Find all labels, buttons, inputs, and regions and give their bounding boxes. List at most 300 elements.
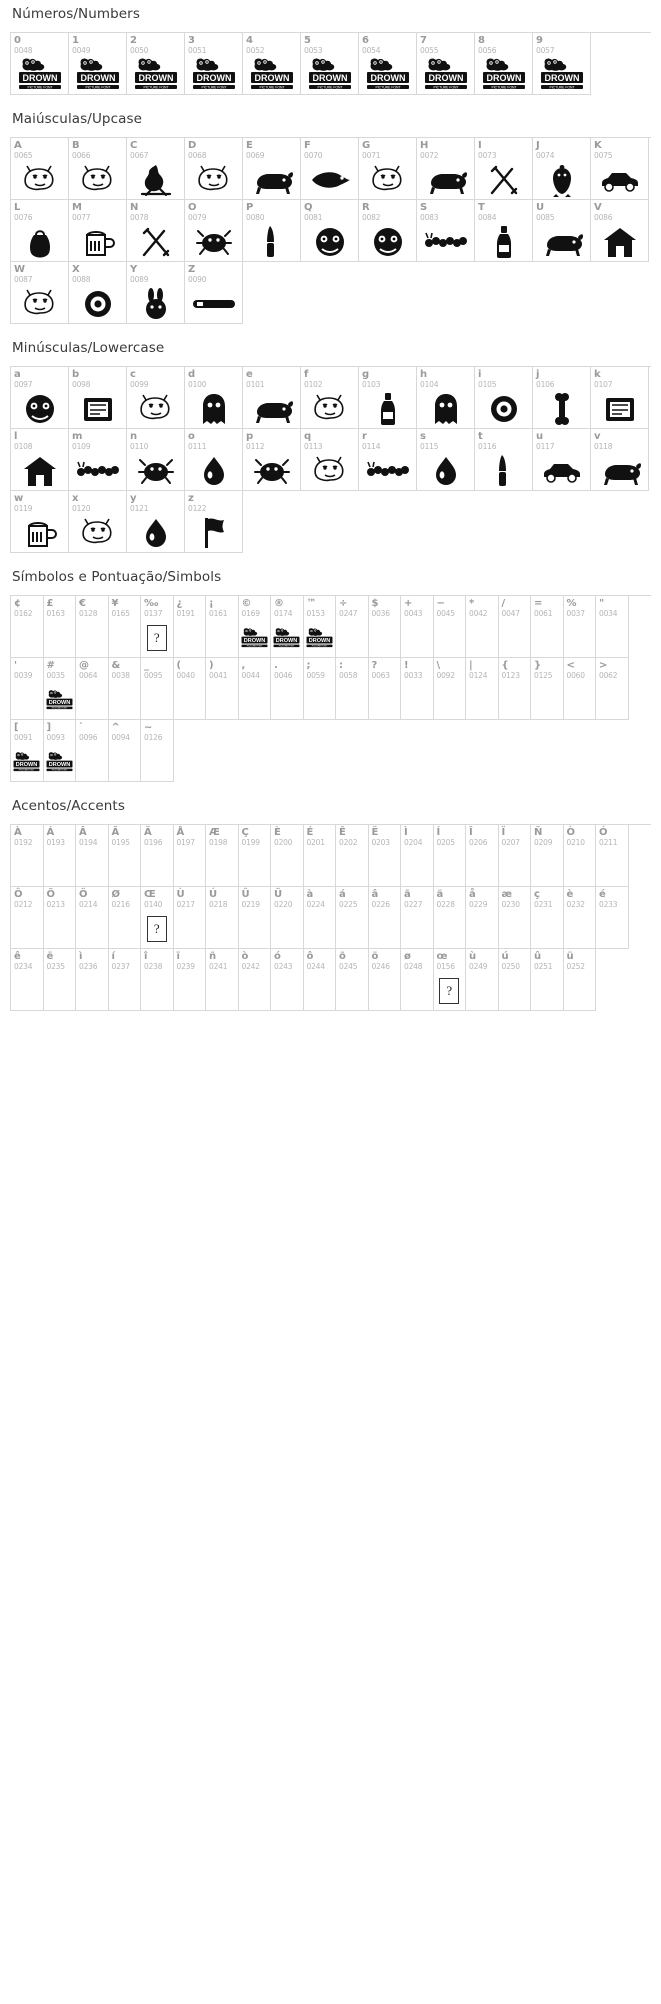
- glyph-cell[interactable]: [369, 658, 402, 720]
- glyph-preview: [564, 618, 596, 658]
- glyph-char-label: \: [436, 660, 441, 671]
- glyph-cell[interactable]: [401, 596, 434, 658]
- glyph-cell[interactable]: [475, 33, 533, 95]
- glyph-char-label: Â: [79, 827, 87, 838]
- glyph-code-label: 0082: [362, 213, 381, 222]
- glyph-cell[interactable]: [417, 200, 475, 262]
- glyph-char-label: d: [188, 369, 196, 380]
- glyph-cell[interactable]: [185, 33, 243, 95]
- glyph-preview: [11, 284, 68, 324]
- glyph-preview: [531, 847, 563, 887]
- glyph-cell[interactable]: [109, 887, 142, 949]
- glyph-cell[interactable]: [11, 429, 69, 491]
- glyph-cell[interactable]: [475, 367, 533, 429]
- svg-text:PICTURE FONT: PICTURE FONT: [246, 645, 262, 648]
- glyph-cell[interactable]: [141, 596, 174, 658]
- glyph-code-label: 0211: [599, 838, 618, 847]
- glyph-char-label: L: [14, 202, 21, 213]
- glyph-cell[interactable]: [531, 949, 564, 1011]
- glyph-cell[interactable]: [11, 200, 69, 262]
- glyph-char-label: 5: [304, 35, 311, 46]
- glyph-code-label: 0116: [478, 442, 497, 451]
- glyph-cell[interactable]: [466, 949, 499, 1011]
- fire-icon: [137, 163, 175, 197]
- glyph-cell[interactable]: [76, 949, 109, 1011]
- glyph-cell[interactable]: [336, 887, 369, 949]
- glyph-code-label: 0067: [130, 151, 149, 160]
- glyph-cell[interactable]: [44, 949, 77, 1011]
- glyph-cell[interactable]: [591, 429, 649, 491]
- glyph-code-label: 0066: [72, 151, 91, 160]
- glyph-cell[interactable]: [401, 887, 434, 949]
- glyph-cell[interactable]: [336, 949, 369, 1011]
- logo-icon: [191, 58, 237, 92]
- glyph-code-label: 0140: [144, 900, 163, 909]
- glyph-preview: [271, 847, 303, 887]
- glyph-char-label: ¿: [176, 598, 183, 609]
- glyph-cell[interactable]: [239, 949, 272, 1011]
- glyph-cell[interactable]: [44, 596, 77, 658]
- glyph-cell[interactable]: [434, 949, 467, 1011]
- glyph-preview: [11, 160, 68, 200]
- glyph-cell[interactable]: [206, 825, 239, 887]
- glyph-cell[interactable]: [11, 33, 69, 95]
- glyph-code-label: 0212: [14, 900, 33, 909]
- glyph-cell[interactable]: [109, 596, 142, 658]
- glyph-cell[interactable]: [243, 429, 301, 491]
- glyph-cell[interactable]: [239, 596, 272, 658]
- glyph-cell[interactable]: [301, 138, 359, 200]
- glyph-preview: [185, 389, 242, 429]
- glyph-cell[interactable]: [271, 596, 304, 658]
- tube-icon: [191, 296, 237, 312]
- creature-icon: [310, 454, 350, 488]
- glyph-cell[interactable]: [466, 658, 499, 720]
- glyph-cell[interactable]: [243, 138, 301, 200]
- glyph-preview: [127, 513, 184, 553]
- glyph-char-label: Æ: [209, 827, 220, 838]
- glyph-code-label: 0046: [274, 671, 293, 680]
- glyph-char-label: é: [599, 889, 606, 900]
- glyph-cell[interactable]: [11, 825, 44, 887]
- glyph-cell[interactable]: [301, 367, 359, 429]
- glyph-preview: [44, 847, 76, 887]
- logo-icon: [423, 58, 469, 92]
- glyph-cell[interactable]: [591, 200, 649, 262]
- glyph-cell[interactable]: [76, 825, 109, 887]
- glyph-preview: [533, 55, 590, 95]
- glyph-cell[interactable]: [531, 825, 564, 887]
- mug-icon: [81, 225, 115, 259]
- glyph-cell[interactable]: [417, 429, 475, 491]
- glyph-cell[interactable]: [533, 200, 591, 262]
- glyph-cell[interactable]: [243, 33, 301, 95]
- glyph-cell[interactable]: [174, 658, 207, 720]
- worm-icon: [424, 231, 468, 253]
- glyph-char-label: _: [144, 660, 149, 671]
- glyph-cell[interactable]: [417, 138, 475, 200]
- glyph-cell[interactable]: [304, 949, 337, 1011]
- glyph-char-label: [: [14, 722, 19, 733]
- glyph-cell[interactable]: [434, 887, 467, 949]
- glyph-preview: [336, 680, 368, 720]
- glyph-preview: [301, 55, 358, 95]
- glyph-code-label: 0101: [246, 380, 265, 389]
- glyph-char-label: 4: [246, 35, 253, 46]
- glyph-char-label: K: [594, 140, 602, 151]
- glyph-char-label: V: [594, 202, 602, 213]
- glyph-cell[interactable]: [11, 138, 69, 200]
- glyph-code-label: 0054: [362, 46, 381, 55]
- glyph-cell[interactable]: [466, 825, 499, 887]
- glyph-preview: [109, 909, 141, 949]
- glyph-cell[interactable]: [596, 887, 629, 949]
- glyph-code-label: 0045: [436, 609, 455, 618]
- glyph-cell[interactable]: [533, 367, 591, 429]
- glyph-cell[interactable]: [239, 887, 272, 949]
- glyph-cell[interactable]: [206, 949, 239, 1011]
- glyph-cell[interactable]: [301, 200, 359, 262]
- glyph-cell[interactable]: [76, 720, 109, 782]
- glyph-preview: [44, 742, 76, 782]
- glyph-cell[interactable]: [499, 825, 532, 887]
- glyph-preview: [11, 909, 43, 949]
- glyph-cell[interactable]: [304, 658, 337, 720]
- glyph-cell[interactable]: [499, 658, 532, 720]
- glyph-char-label: ^: [111, 722, 120, 733]
- glyph-char-label: í: [111, 951, 115, 962]
- glyph-cell[interactable]: [417, 367, 475, 429]
- glyph-preview: [359, 389, 416, 429]
- glyph-code-label: 0108: [14, 442, 33, 451]
- glyph-code-label: 0137: [144, 609, 163, 618]
- glyph-code-label: 0106: [536, 380, 555, 389]
- glyph-cell[interactable]: [185, 491, 243, 553]
- glyph-cell[interactable]: [44, 825, 77, 887]
- glyph-cell[interactable]: [434, 825, 467, 887]
- glyph-preview: [499, 618, 531, 658]
- glyph-preview: [499, 909, 531, 949]
- glyph-char-label: Y: [130, 264, 138, 275]
- glyph-cell[interactable]: [141, 658, 174, 720]
- glyph-cell[interactable]: [109, 720, 142, 782]
- glyph-cell[interactable]: [336, 825, 369, 887]
- glyph-preview: [109, 680, 141, 720]
- glyph-cell[interactable]: [69, 200, 127, 262]
- glyph-cell[interactable]: [206, 658, 239, 720]
- glyph-char-label: ç: [534, 889, 540, 900]
- glyph-cell[interactable]: [336, 658, 369, 720]
- logo-icon: [481, 58, 527, 92]
- glyph-code-label: 0213: [46, 900, 65, 909]
- glyph-cell[interactable]: [531, 658, 564, 720]
- glyph-char-label: ï: [176, 951, 180, 962]
- glyph-code-label: 0123: [501, 671, 520, 680]
- svg-text:DROWN: DROWN: [80, 73, 115, 83]
- glyph-cell[interactable]: [11, 720, 44, 782]
- glyph-cell[interactable]: [206, 887, 239, 949]
- glyph-cell[interactable]: [185, 429, 243, 491]
- glyph-preview: [44, 909, 76, 949]
- glyph-code-label: 0048: [14, 46, 33, 55]
- glyph-cell[interactable]: [185, 200, 243, 262]
- svg-text:DROWN: DROWN: [48, 699, 71, 706]
- glyph-preview: [127, 389, 184, 429]
- glyph-code-label: 0081: [304, 213, 323, 222]
- glyph-cell[interactable]: [109, 825, 142, 887]
- glyph-char-label: Œ: [144, 889, 156, 900]
- glyph-code-label: 0038: [111, 671, 130, 680]
- glyph-cell[interactable]: [109, 658, 142, 720]
- glyph-char-label: â: [371, 889, 379, 900]
- glyph-cell[interactable]: [109, 949, 142, 1011]
- glyph-cell[interactable]: [359, 367, 417, 429]
- glyph-cell[interactable]: [596, 825, 629, 887]
- glyph-preview: [417, 451, 474, 491]
- bug-icon: [138, 457, 174, 485]
- glyph-cell[interactable]: [304, 887, 337, 949]
- glyph-preview: [499, 847, 531, 887]
- glyph-char-label: #: [46, 660, 55, 671]
- logo-icon: [45, 752, 74, 773]
- glyph-char-label: o: [188, 431, 195, 442]
- glyph-char-label: å: [469, 889, 476, 900]
- glyph-code-label: 0094: [111, 733, 130, 742]
- glyph-cell[interactable]: [127, 200, 185, 262]
- glyph-cell[interactable]: [499, 949, 532, 1011]
- glyph-cell[interactable]: [475, 429, 533, 491]
- glyph-cell[interactable]: [11, 596, 44, 658]
- glyph-code-label: 0122: [188, 504, 207, 513]
- glyph-cell[interactable]: [564, 658, 597, 720]
- glyph-code-label: 0226: [371, 900, 390, 909]
- glyph-code-label: 0161: [209, 609, 228, 618]
- glyph-cell[interactable]: [564, 596, 597, 658]
- glyph-preview: [499, 680, 531, 720]
- glyph-preview: [206, 971, 238, 1011]
- glyph-cell[interactable]: [564, 887, 597, 949]
- face-icon: [21, 392, 59, 426]
- glyph-code-label: 0086: [594, 213, 613, 222]
- glyph-cell[interactable]: [76, 887, 109, 949]
- glyph-preview: [466, 847, 498, 887]
- glyph-char-label: W: [14, 264, 26, 275]
- glyph-char-label: ó: [274, 951, 281, 962]
- glyph-cell[interactable]: [239, 825, 272, 887]
- rabbit-icon: [140, 287, 172, 321]
- glyph-cell[interactable]: [499, 596, 532, 658]
- glyph-code-label: 0097: [14, 380, 33, 389]
- glyph-cell[interactable]: [369, 887, 402, 949]
- glyph-cell[interactable]: [564, 825, 597, 887]
- glyph-char-label: ™: [306, 598, 317, 609]
- logo-icon: [133, 58, 179, 92]
- logo-icon: [240, 628, 269, 649]
- glyph-cell[interactable]: [243, 367, 301, 429]
- glyph-cell[interactable]: [401, 825, 434, 887]
- glyph-cell[interactable]: [531, 596, 564, 658]
- glyph-code-label: 0075: [594, 151, 613, 160]
- glyph-char-label: ): [209, 660, 214, 671]
- glyph-preview: [69, 451, 126, 491]
- glyph-cell[interactable]: [76, 658, 109, 720]
- glyph-code-label: 0220: [274, 900, 293, 909]
- glyph-cell[interactable]: [44, 720, 77, 782]
- glyph-char-label: a: [14, 369, 21, 380]
- glyph-code-label: 0192: [14, 838, 33, 847]
- glyph-cell[interactable]: [369, 825, 402, 887]
- glyph-code-label: 0062: [599, 671, 618, 680]
- eye-icon: [487, 394, 521, 424]
- glyph-preview: [271, 680, 303, 720]
- glyph-cell[interactable]: [174, 887, 207, 949]
- glyph-code-label: 0225: [339, 900, 358, 909]
- glyph-cell[interactable]: [271, 887, 304, 949]
- glyph-cell[interactable]: [44, 887, 77, 949]
- glyph-cell[interactable]: [271, 825, 304, 887]
- glyph-cell[interactable]: [369, 949, 402, 1011]
- glyph-cell[interactable]: [185, 367, 243, 429]
- glyph-cell[interactable]: [417, 33, 475, 95]
- glyph-cell[interactable]: [466, 596, 499, 658]
- glyph-cell[interactable]: [11, 887, 44, 949]
- glyph-cell[interactable]: [239, 658, 272, 720]
- glyph-cell[interactable]: [591, 138, 649, 200]
- glyph-cell[interactable]: [271, 949, 304, 1011]
- glyph-cell[interactable]: [127, 33, 185, 95]
- glyph-code-label: 0058: [339, 671, 358, 680]
- glyph-char-label: 7: [420, 35, 427, 46]
- glyph-code-label: 0203: [371, 838, 390, 847]
- glyph-preview: [434, 680, 466, 720]
- glyph-cell[interactable]: [434, 596, 467, 658]
- glyph-cell[interactable]: [336, 596, 369, 658]
- glyph-cell[interactable]: [174, 596, 207, 658]
- glyph-preview: [304, 909, 336, 949]
- glyph-cell[interactable]: [301, 429, 359, 491]
- glyph-cell[interactable]: [466, 887, 499, 949]
- glyph-char-label: Í: [436, 827, 441, 838]
- glyph-preview: [591, 222, 648, 262]
- glyph-cell[interactable]: [359, 429, 417, 491]
- glyph-cell[interactable]: [76, 596, 109, 658]
- glyph-preview: [127, 55, 184, 95]
- glyph-cell[interactable]: [69, 367, 127, 429]
- glyph-char-label: 6: [362, 35, 369, 46]
- glyph-code-label: 0105: [478, 380, 497, 389]
- glyph-cell[interactable]: [359, 138, 417, 200]
- glyph-cell[interactable]: [591, 367, 649, 429]
- glyph-cell[interactable]: [141, 887, 174, 949]
- glyph-cell[interactable]: [127, 138, 185, 200]
- glyph-char-label: w: [14, 493, 24, 504]
- glyph-cell[interactable]: [11, 949, 44, 1011]
- glyph-char-label: q: [304, 431, 312, 442]
- glyph-cell[interactable]: [401, 658, 434, 720]
- glyph-cell[interactable]: [304, 825, 337, 887]
- glyph-preview: [596, 909, 628, 949]
- glyph-preview: [271, 909, 303, 949]
- glyph-code-label: 0043: [404, 609, 423, 618]
- glyph-char-label: 3: [188, 35, 195, 46]
- glyph-cell[interactable]: [127, 429, 185, 491]
- glyph-char-label: D: [188, 140, 197, 151]
- glyph-cell[interactable]: [11, 658, 44, 720]
- glyph-cell[interactable]: [185, 138, 243, 200]
- glyph-cell[interactable]: [596, 658, 629, 720]
- glyph-cell[interactable]: [206, 596, 239, 658]
- glyph-cell[interactable]: [531, 887, 564, 949]
- glyph-cell[interactable]: [401, 949, 434, 1011]
- glyph-cell[interactable]: [141, 720, 174, 782]
- glyph-cell[interactable]: [141, 825, 174, 887]
- glyph-cell[interactable]: [564, 949, 597, 1011]
- glyph-cell[interactable]: [475, 200, 533, 262]
- glyph-char-label: j: [536, 369, 540, 380]
- glyph-cell[interactable]: [174, 825, 207, 887]
- tool-icon: [138, 225, 174, 259]
- glyph-char-label: p: [246, 431, 254, 442]
- glyph-preview: [359, 222, 416, 262]
- glyph-cell[interactable]: [359, 33, 417, 95]
- glyph-char-label: ©: [241, 598, 252, 609]
- glyph-code-label: 0206: [469, 838, 488, 847]
- glyph-cell[interactable]: [533, 33, 591, 95]
- glyph-cell[interactable]: [127, 367, 185, 429]
- glyph-cell[interactable]: [127, 262, 185, 324]
- glyph-cell[interactable]: [69, 262, 127, 324]
- glyph-char-label: b: [72, 369, 80, 380]
- glyph-code-label: 0091: [14, 733, 33, 742]
- glyph-cell[interactable]: [127, 491, 185, 553]
- glyph-cell[interactable]: [174, 949, 207, 1011]
- glyph-cell[interactable]: [533, 138, 591, 200]
- glyph-preview: [401, 971, 433, 1011]
- glyph-char-label: m: [72, 431, 83, 442]
- glyph-cell[interactable]: [596, 596, 629, 658]
- glyph-cell[interactable]: [369, 596, 402, 658]
- glyph-cell[interactable]: [69, 33, 127, 95]
- section-title: Números/Numbers: [12, 6, 140, 22]
- glyph-cell[interactable]: [141, 949, 174, 1011]
- glyph-char-label: ,: [241, 660, 246, 671]
- glyph-code-label: 0064: [79, 671, 98, 680]
- glyph-cell[interactable]: [499, 887, 532, 949]
- glyph-cell[interactable]: [11, 262, 69, 324]
- knife-icon: [261, 225, 283, 259]
- glyph-cell[interactable]: [69, 138, 127, 200]
- glyph-cell[interactable]: [271, 658, 304, 720]
- glyph-cell[interactable]: [533, 429, 591, 491]
- glyph-cell[interactable]: [475, 138, 533, 200]
- glyph-cell[interactable]: [434, 658, 467, 720]
- glyph-cell[interactable]: [69, 429, 127, 491]
- eye-icon: [81, 289, 115, 319]
- glyph-cell[interactable]: [301, 33, 359, 95]
- glyph-cell[interactable]: [11, 491, 69, 553]
- glyph-cell[interactable]: [44, 658, 77, 720]
- glyph-cell[interactable]: [185, 262, 243, 324]
- glyph-cell[interactable]: [304, 596, 337, 658]
- glyph-cell[interactable]: [69, 491, 127, 553]
- glyph-preview: [69, 55, 126, 95]
- glyph-cell[interactable]: [11, 367, 69, 429]
- glyph-code-label: 0162: [14, 609, 33, 618]
- glyph-code-label: 0236: [79, 962, 98, 971]
- glyph-preview: [11, 513, 68, 553]
- glyph-cell[interactable]: [359, 200, 417, 262]
- glyph-cell[interactable]: [243, 200, 301, 262]
